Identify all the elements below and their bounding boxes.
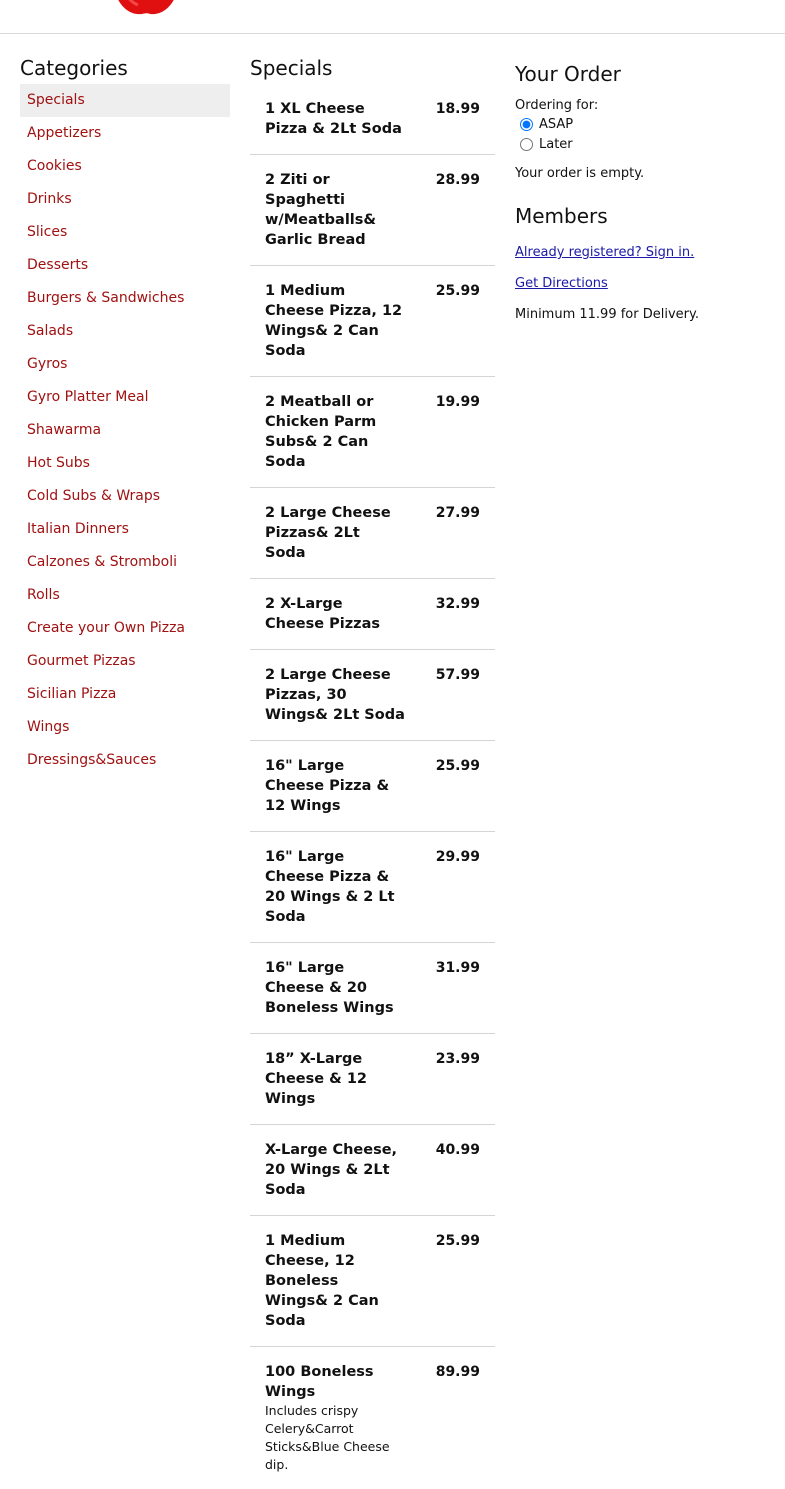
category-item[interactable]: Gourmet Pizzas bbox=[27, 653, 136, 669]
specials-section bbox=[250, 52, 495, 1489]
categories-title: Categories bbox=[20, 56, 128, 80]
menu-item[interactable] bbox=[250, 1347, 495, 1489]
category-item[interactable]: Rolls bbox=[27, 587, 60, 603]
menu-item-price: 27.99 bbox=[435, 505, 480, 521]
apple-logo-icon[interactable] bbox=[108, 0, 184, 18]
category-item[interactable]: Create your Own Pizza bbox=[27, 620, 185, 636]
category-item[interactable]: Dressings&Sauces bbox=[27, 752, 157, 768]
menu-item-name: 2 Meatball or Chicken Parm Subs& 2 Can Soda bbox=[265, 394, 377, 470]
categories-sidebar bbox=[20, 52, 230, 777]
menu-item-price: 32.99 bbox=[435, 596, 480, 612]
menu-item[interactable] bbox=[250, 266, 495, 377]
menu-item-name: 16" Large Cheese Pizza & 20 Wings & 2 Lt Soda bbox=[265, 849, 395, 925]
menu-item[interactable] bbox=[250, 84, 495, 155]
category-item[interactable]: Sicilian Pizza bbox=[27, 686, 117, 702]
members-title: Members bbox=[515, 204, 608, 228]
menu-item-name: 2 Ziti or Spaghetti w/Meatballs& Garlic Bread bbox=[265, 172, 377, 248]
menu-item-price: 89.99 bbox=[435, 1364, 480, 1380]
menu-item[interactable] bbox=[250, 488, 495, 579]
menu-item-name: X-Large Cheese, 20 Wings & 2Lt Soda bbox=[265, 1142, 398, 1198]
site-header bbox=[0, 0, 785, 34]
category-item[interactable]: Salads bbox=[27, 323, 74, 339]
later-radio[interactable] bbox=[520, 138, 533, 151]
menu-item-name: 16" Large Cheese & 20 Boneless Wings bbox=[265, 960, 394, 1016]
menu-item[interactable] bbox=[250, 579, 495, 650]
category-item[interactable]: Cookies bbox=[27, 158, 82, 174]
menu-item-price: 40.99 bbox=[435, 1142, 480, 1158]
menu-item-price: 25.99 bbox=[435, 1233, 480, 1249]
menu-item-price: 23.99 bbox=[435, 1051, 480, 1067]
menu-item-price: 29.99 bbox=[435, 849, 480, 865]
category-item[interactable]: Burgers & Sandwiches bbox=[27, 290, 185, 306]
later-label: Later bbox=[539, 136, 573, 152]
menu-item[interactable] bbox=[250, 943, 495, 1034]
menu-item-name: 2 X-Large Cheese Pizzas bbox=[265, 596, 381, 632]
later-option[interactable] bbox=[515, 134, 765, 154]
menu-item[interactable] bbox=[250, 155, 495, 266]
get-directions-link[interactable]: Get Directions bbox=[515, 276, 608, 291]
category-item[interactable]: Italian Dinners bbox=[27, 521, 129, 537]
category-item[interactable]: Specials bbox=[20, 84, 230, 117]
category-item[interactable]: Shawarma bbox=[27, 422, 102, 438]
menu-item-name: 2 Large Cheese Pizzas, 30 Wings& 2Lt Soda bbox=[265, 667, 405, 723]
menu-item-price: 31.99 bbox=[435, 960, 480, 976]
category-item[interactable]: Gyro Platter Meal bbox=[27, 389, 149, 405]
category-item[interactable]: Wings bbox=[27, 719, 70, 735]
menu-item[interactable] bbox=[250, 1216, 495, 1347]
sign-in-link[interactable]: Already registered? Sign in. bbox=[515, 245, 695, 260]
order-panel bbox=[515, 60, 765, 323]
category-item[interactable]: Hot Subs bbox=[27, 455, 90, 471]
menu-item-description: Includes crispy Celery&Carrot Sticks&Blue Cheese dip. bbox=[265, 1403, 390, 1472]
ordering-for-label: Ordering for: bbox=[515, 98, 599, 113]
menu-item-name: 2 Large Cheese Pizzas& 2Lt Soda bbox=[265, 505, 391, 561]
order-empty-text: Your order is empty. bbox=[515, 166, 645, 181]
menu-item-price: 57.99 bbox=[435, 667, 480, 683]
delivery-minimum-text: Minimum 11.99 for Delivery. bbox=[515, 307, 699, 322]
category-item[interactable]: Appetizers bbox=[27, 125, 102, 141]
menu-item-name: 1 Medium Cheese Pizza, 12 Wings& 2 Can Soda bbox=[265, 283, 403, 359]
menu-item-name: 100 Boneless Wings bbox=[265, 1364, 374, 1400]
specials-title: Specials bbox=[250, 56, 333, 80]
categories-list bbox=[20, 84, 230, 777]
category-item[interactable]: Slices bbox=[27, 224, 68, 240]
category-item[interactable]: Drinks bbox=[27, 191, 72, 207]
menu-item[interactable] bbox=[250, 1125, 495, 1216]
category-item[interactable]: Gyros bbox=[27, 356, 68, 372]
asap-option[interactable] bbox=[515, 114, 765, 134]
asap-label: ASAP bbox=[539, 116, 574, 132]
your-order-title: Your Order bbox=[515, 62, 621, 86]
category-item[interactable]: Cold Subs & Wraps bbox=[27, 488, 161, 504]
menu-item[interactable] bbox=[250, 1034, 495, 1125]
menu-item[interactable] bbox=[250, 832, 495, 943]
menu-item-price: 25.99 bbox=[435, 283, 480, 299]
menu-item-name: 16" Large Cheese Pizza & 12 Wings bbox=[265, 758, 390, 814]
menu-item-price: 18.99 bbox=[435, 101, 480, 117]
category-item[interactable]: Desserts bbox=[27, 257, 89, 273]
menu-item-price: 28.99 bbox=[435, 172, 480, 188]
menu-item-name: 1 Medium Cheese, 12 Boneless Wings& 2 Can Soda bbox=[265, 1233, 379, 1329]
category-item[interactable]: Calzones & Stromboli bbox=[27, 554, 178, 570]
asap-radio[interactable] bbox=[520, 118, 533, 131]
menu-item[interactable] bbox=[250, 650, 495, 741]
menu-item[interactable] bbox=[250, 741, 495, 832]
menu-item-name: 1 XL Cheese Pizza & 2Lt Soda bbox=[265, 101, 402, 137]
menu-item-name: 18” X-Large Cheese & 12 Wings bbox=[265, 1051, 368, 1107]
menu-item[interactable] bbox=[250, 377, 495, 488]
menu-item-price: 19.99 bbox=[435, 394, 480, 410]
specials-list bbox=[250, 84, 495, 1489]
menu-item-price: 25.99 bbox=[435, 758, 480, 774]
